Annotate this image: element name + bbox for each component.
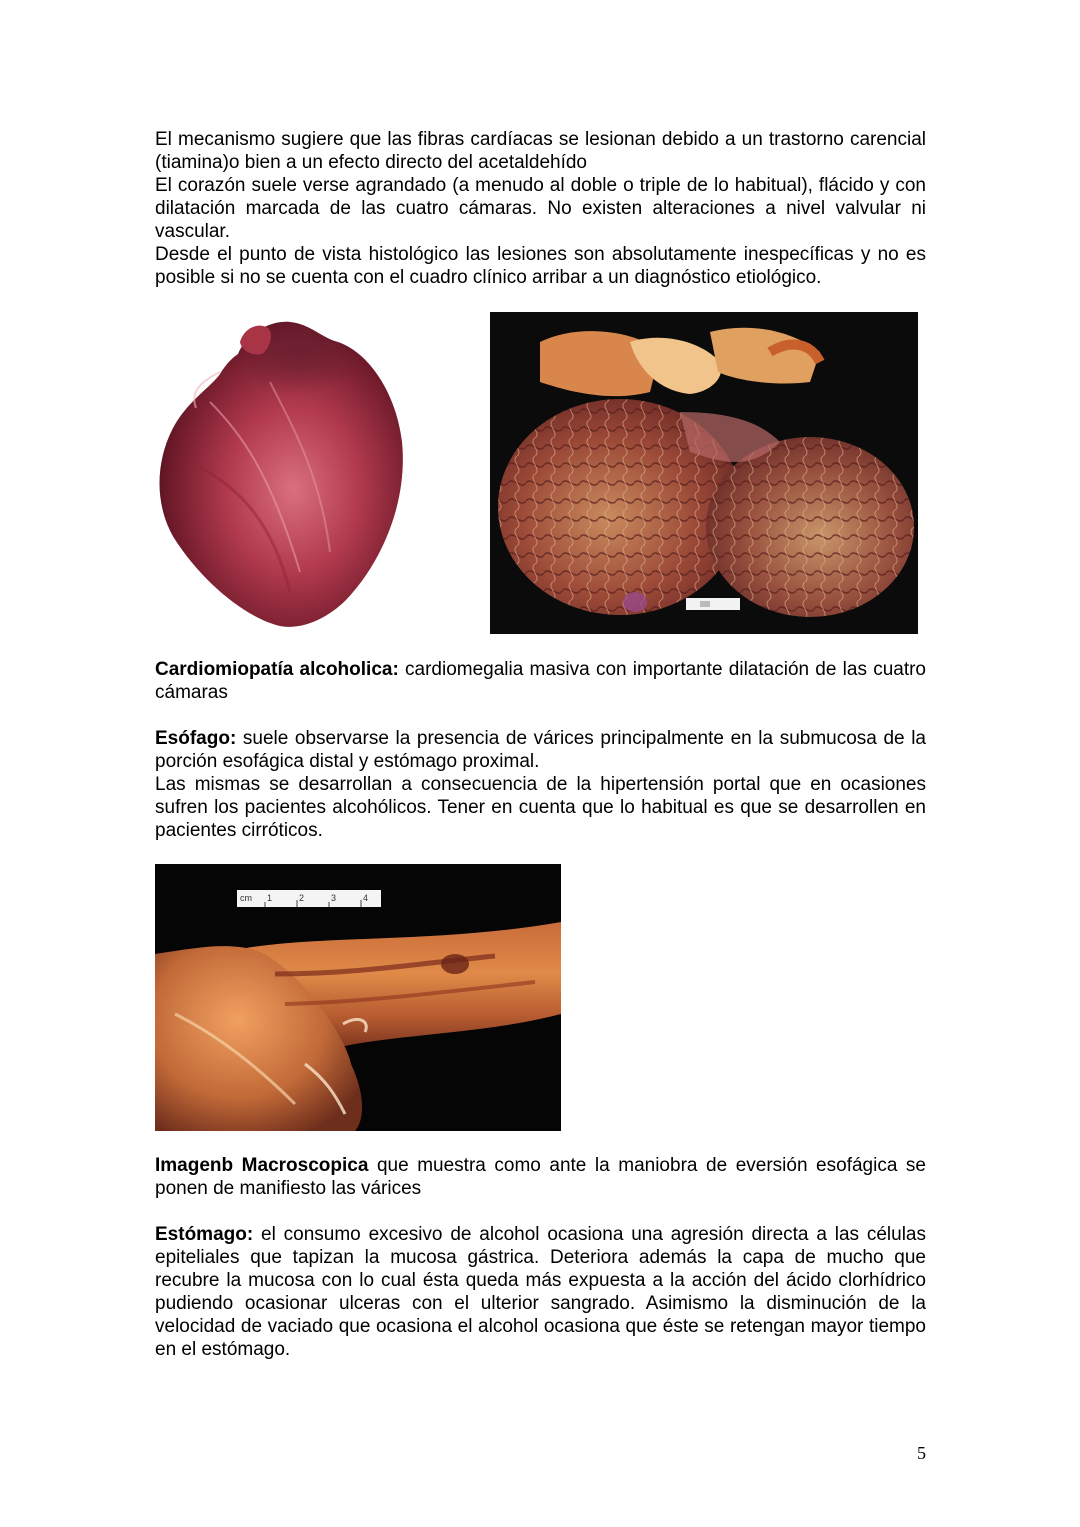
esophagus-caption-label: Imagenb Macroscopica bbox=[155, 1155, 369, 1176]
heart-caption bbox=[155, 658, 926, 704]
ruler-tick-3: 3 bbox=[331, 893, 337, 903]
ruler-unit: cm bbox=[240, 893, 252, 903]
esofago-paragraph-2: Las mismas se desarrollan a consecuencia de la hipertensión portal que en ocasiones sufren los pacientes alcohólicos. Tener en cuenta que lo habitual es que se desarrollen en pacientes cirróticos. bbox=[155, 774, 926, 841]
ruler-tick-1: 1 bbox=[267, 893, 273, 903]
esofago-section bbox=[155, 727, 926, 842]
page-number: 5 bbox=[917, 1443, 926, 1463]
intro-text bbox=[155, 128, 926, 289]
estomago-section bbox=[155, 1223, 926, 1361]
ruler-tick-2: 2 bbox=[299, 893, 305, 903]
esofago-label: Esófago: bbox=[155, 728, 237, 749]
ruler-tick-4: 4 bbox=[363, 893, 369, 903]
esofago-text: suele observarse la presencia de várices principalmente en la submucosa de la porción esofágica distal y estómago proximal. bbox=[155, 728, 926, 772]
heart-caption-label: Cardiomiopatía alcoholica: bbox=[155, 659, 399, 680]
estomago-label: Estómago: bbox=[155, 1224, 254, 1245]
estomago-text: el consumo excesivo de alcohol ocasiona una agresión directa a las células epiteliales que tapizan la mucosa gástrica. Deteriora además la capa de mucho que recubre la mucosa con lo cual ésta queda más expuesta a la acción del ácido clorhídrico pudiendo ocasionar ulceras con el ulterior sangrado. Asimismo la disminución de la velocidad de vaciado que ocasiona el alcohol ocasiona que éste se retengan mayor tiempo en el estómago. bbox=[155, 1224, 926, 1360]
intro-paragraph-1: El mecanismo sugiere que las fibras cardíacas se lesionan debido a un trastorno carencial (tiamina)o bien a un efecto directo del acetaldehído bbox=[155, 129, 926, 173]
heart-caption-text: cardiomegalia masiva con importante dilatación de las cuatro cámaras bbox=[155, 659, 926, 703]
intro-paragraph-2: El corazón suele verse agrandado (a menudo al doble o triple de lo habitual), flácido y con dilatación marcada de las cuatro cámaras. No existen alteraciones a nivel valvular ni vascular. bbox=[155, 175, 926, 242]
esophagus-caption bbox=[155, 1154, 926, 1200]
esofago-paragraph-1 bbox=[155, 727, 926, 773]
heart-external-photo bbox=[150, 312, 412, 632]
intro-paragraph-3: Desde el punto de vista histológico las lesiones son absolutamente inespecíficas y no es posible si no se cuenta con el cuadro clínico arribar a un diagnóstico etiológico. bbox=[155, 244, 926, 288]
esophagus-caption-text: que muestra como ante la maniobra de eversión esofágica se ponen de manifiesto las várices bbox=[155, 1155, 927, 1199]
esophagus-varices-photo bbox=[155, 864, 561, 1131]
dilated-heart-section-photo bbox=[490, 312, 918, 634]
